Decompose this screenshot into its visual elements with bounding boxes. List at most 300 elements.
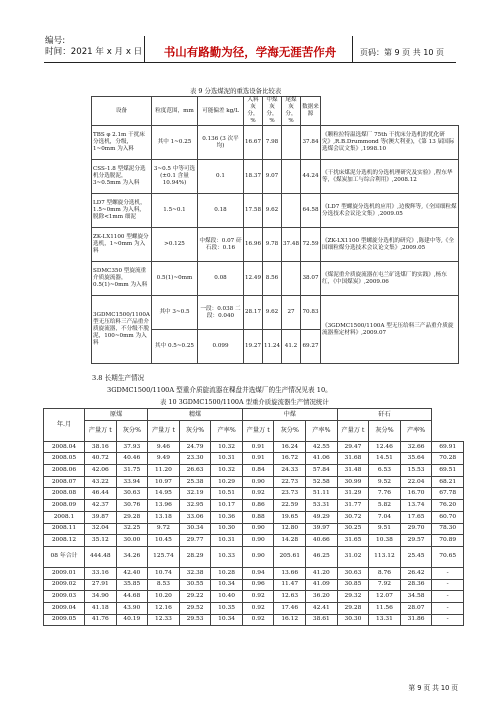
table10-cell: 10.34 bbox=[211, 579, 243, 591]
table10-cell: 22.59 bbox=[274, 500, 306, 512]
table9-cell: 28.17 bbox=[244, 296, 263, 330]
header-motto: 书山有路勤为径，学海无涯苦作舟 bbox=[163, 45, 337, 59]
table10-cell: 0.90 bbox=[242, 535, 274, 547]
table10-cell: 30.76 bbox=[116, 500, 148, 512]
table10-cell: 30.63 bbox=[116, 488, 148, 500]
table10-cell: 41.76 bbox=[85, 614, 117, 626]
table10-cell: 41.18 bbox=[85, 602, 117, 614]
table10-cell: 5.82 bbox=[369, 500, 401, 512]
table10-caption: 表 10 3GDMC1500/1100A 型重介质旋流器生产情况统计 bbox=[160, 398, 329, 406]
table10-cell: 12.33 bbox=[148, 614, 180, 626]
table10-cell: 42.55 bbox=[306, 441, 338, 453]
table10-cell: 10.74 bbox=[148, 567, 180, 579]
table10-subheader-row bbox=[44, 420, 464, 441]
table10-cell: 29.28 bbox=[337, 602, 369, 614]
table10-cell: 8.76 bbox=[369, 567, 401, 579]
table10-cell: 42.40 bbox=[116, 567, 148, 579]
table10-cell: 205.61 bbox=[274, 546, 306, 567]
table9-cell: LD7 型螺旋分选机，1.5~0mm 为入料，脱除<1mm 细泥 bbox=[92, 194, 152, 228]
table10-cell: 33.94 bbox=[116, 476, 148, 488]
table9 bbox=[91, 96, 459, 364]
table9-cell: 11.24 bbox=[263, 330, 282, 364]
table10-cell: - bbox=[432, 579, 464, 591]
table9-cell: 《煤泥重介质旋流器在屯兰矿选煤厂的实践》,杨东红，《中国煤炭》,2009.06 bbox=[321, 262, 459, 296]
table9-cell: 12.49 bbox=[244, 262, 263, 296]
table9-cell: 9.62 bbox=[263, 194, 282, 228]
table10-cell: 26.63 bbox=[179, 465, 211, 477]
table10-row bbox=[44, 453, 464, 465]
table9-header-cell: 设备 bbox=[92, 97, 152, 126]
table10-cell: 32.19 bbox=[179, 488, 211, 500]
table9-cell: 9.62 bbox=[263, 296, 282, 330]
table9-cell: 0.1 bbox=[198, 160, 244, 194]
table10-cell: 30.55 bbox=[179, 579, 211, 591]
table10-cell: 49.29 bbox=[306, 511, 338, 523]
table10-cell: 113.12 bbox=[369, 546, 401, 567]
table10-cell: 24.79 bbox=[179, 441, 211, 453]
table10-cell: 12.07 bbox=[369, 591, 401, 603]
table10-cell: 0.92 bbox=[242, 488, 274, 500]
table9-cell: 27 bbox=[282, 296, 301, 330]
table10-cell: 11.56 bbox=[369, 602, 401, 614]
table10-cell: 10.40 bbox=[211, 591, 243, 603]
table10-cell: 7.92 bbox=[369, 579, 401, 591]
table10-row bbox=[44, 567, 464, 579]
table10-cell: 57.84 bbox=[306, 465, 338, 477]
table10-cell: 12.80 bbox=[274, 523, 306, 535]
table10-cell: 53.31 bbox=[306, 500, 338, 512]
table9-cell: 3GDMC1500/1100A 型无压给料三产品重介质旋流器，不分级不脱泥，100~0mm 为入料 bbox=[92, 296, 152, 364]
table9-cell: 37.84 bbox=[301, 126, 321, 160]
table10-cell: 42.41 bbox=[306, 602, 338, 614]
table10-subheader-cell: 灰分% bbox=[369, 420, 401, 441]
table10-cell: 34.26 bbox=[116, 546, 148, 567]
table10-row bbox=[44, 579, 464, 591]
table10-cell: 39.87 bbox=[85, 511, 117, 523]
table10-cell: 43.90 bbox=[116, 602, 148, 614]
table10-cell: 10.51 bbox=[211, 488, 243, 500]
table9-cell bbox=[282, 160, 301, 194]
table9-cell: 7.98 bbox=[263, 126, 282, 160]
table10-cell: 30.99 bbox=[337, 476, 369, 488]
table10-cell: 13.96 bbox=[148, 500, 180, 512]
table10-cell: 14.51 bbox=[369, 453, 401, 465]
table9-cell: SDMC350 型旋流重介质旋流器，0.5(1)~0mm 为入料 bbox=[92, 262, 152, 296]
table9-cell: 37.48 bbox=[282, 228, 301, 262]
table10-cell: 40.19 bbox=[116, 614, 148, 626]
table9-cell: 70.83 bbox=[301, 296, 321, 330]
table9-cell: 17.58 bbox=[244, 194, 263, 228]
table10-cell: 2008.11 bbox=[44, 523, 85, 535]
number-label: 编号: bbox=[45, 36, 66, 46]
table10-cell: 34.58 bbox=[400, 591, 432, 603]
table10-cell: 2009.03 bbox=[44, 591, 85, 603]
table10-cell: 2008.07 bbox=[44, 476, 85, 488]
table10-subheader-cell: 产量万 t bbox=[85, 420, 117, 441]
table9-cell bbox=[282, 262, 301, 296]
table10-cell: 26.42 bbox=[400, 567, 432, 579]
table9-row bbox=[92, 160, 459, 194]
table10-cell: 28.36 bbox=[400, 579, 432, 591]
table9-cell: 8.56 bbox=[263, 262, 282, 296]
table10-cell: 67.78 bbox=[432, 488, 464, 500]
table10-cell: 29.53 bbox=[179, 614, 211, 626]
table9-header-cell: 粒度范围，mm bbox=[152, 97, 198, 126]
table10-cell: 10.17 bbox=[211, 500, 243, 512]
table10-cell: 16.24 bbox=[274, 441, 306, 453]
table10-group-header: 中煤 bbox=[242, 409, 337, 421]
table10-cell: 35.64 bbox=[400, 453, 432, 465]
table10-cell: 29.77 bbox=[179, 535, 211, 547]
table10-cell: 2009.05 bbox=[44, 614, 85, 626]
table10-cell: 42.06 bbox=[85, 465, 117, 477]
table9-row bbox=[92, 296, 459, 330]
table10-cell: 29.22 bbox=[179, 591, 211, 603]
table10-cell: 23.73 bbox=[274, 488, 306, 500]
table10-cell: 10.97 bbox=[148, 476, 180, 488]
table9-cell: 19.27 bbox=[244, 330, 263, 364]
table10-cell: 0.92 bbox=[242, 602, 274, 614]
table10-cell: 2008.04 bbox=[44, 441, 85, 453]
table9-header-cell: 数据来源 bbox=[301, 97, 321, 126]
table10-cell: 27.91 bbox=[85, 579, 117, 591]
table10-cell: 12.46 bbox=[369, 441, 401, 453]
table10-cell: 2008.05 bbox=[44, 453, 85, 465]
table9-cell: TBS φ 2.1m 干扰床分选机，分级，1~0mm 为入料 bbox=[92, 126, 152, 160]
section-body: 3GDMC1500/1100A 型重介质旋流器在稞盘井选煤厂的生产情况见表 10。 bbox=[107, 386, 332, 394]
table10-cell: 10.33 bbox=[211, 546, 243, 567]
table10-cell: 11.47 bbox=[274, 579, 306, 591]
table10-row bbox=[44, 546, 464, 567]
table10-cell: 29.32 bbox=[337, 591, 369, 603]
table10-cell: 10.29 bbox=[211, 476, 243, 488]
table10-subheader-cell: 产量万 t bbox=[242, 420, 274, 441]
table10-cell: 15.53 bbox=[400, 465, 432, 477]
table10-cell: 10.31 bbox=[211, 453, 243, 465]
table10-cell: 32.66 bbox=[400, 441, 432, 453]
table10-cell: 33.16 bbox=[85, 567, 117, 579]
table10-group-header: 矸石 bbox=[337, 409, 432, 421]
table10-group-header: 精煤 bbox=[148, 409, 243, 421]
table10-cell: 30.25 bbox=[337, 523, 369, 535]
header-page-label: 页码：第 9 页 共 10 页 bbox=[360, 48, 444, 57]
table10-cell: 78.30 bbox=[432, 523, 464, 535]
table10-cell: 29.52 bbox=[179, 602, 211, 614]
table9-cell: 64.58 bbox=[301, 194, 321, 228]
table10-cell: 17.46 bbox=[274, 602, 306, 614]
table9-cell: ZK-LX1100 型螺旋分选机，1~0mm 为入料 bbox=[92, 228, 152, 262]
table10-cell: 52.58 bbox=[306, 476, 338, 488]
table10-group-row bbox=[44, 409, 464, 421]
table10 bbox=[43, 408, 464, 626]
table10-cell: 70.89 bbox=[432, 535, 464, 547]
table9-cell: 《ZK-LX1100 型螺旋分选机的研究》,陈建中等,《全国细粒煤分选技术会议论文集》,2009.05 bbox=[321, 228, 459, 262]
table10-cell: 30.30 bbox=[337, 614, 369, 626]
table9-cell: 0.099 bbox=[198, 330, 244, 364]
table10-cell: 32.04 bbox=[85, 523, 117, 535]
table9-cell: 《3GDMC1500/1100A 型无压给料三产品重介质旋流器鉴定材料》,2009.07 bbox=[321, 296, 459, 364]
table10-cell: 14.95 bbox=[148, 488, 180, 500]
document-header-left bbox=[45, 36, 142, 58]
table10-row bbox=[44, 441, 464, 453]
table9-cell: 一段：0.038 二段：0.040 bbox=[198, 296, 244, 330]
table10-cell: 69.91 bbox=[432, 441, 464, 453]
table10-cell: 24.33 bbox=[274, 465, 306, 477]
table10-cell: 41.20 bbox=[306, 567, 338, 579]
table10-cell: 38.61 bbox=[306, 614, 338, 626]
table10-cell: 35.12 bbox=[85, 535, 117, 547]
table10-row bbox=[44, 614, 464, 626]
table10-row bbox=[44, 602, 464, 614]
table10-row bbox=[44, 476, 464, 488]
table10-cell: 70.28 bbox=[432, 453, 464, 465]
table9-cell: 其中 0.5~0.25 bbox=[152, 330, 198, 364]
table10-cell: 35.85 bbox=[116, 579, 148, 591]
table9-cell: 《LD7 型螺旋分选机的应用》,边俊辉等,《全国细粒煤分选技术会议论文集》,2009.05 bbox=[321, 194, 459, 228]
table10-cell: 32.95 bbox=[179, 500, 211, 512]
table10-row bbox=[44, 488, 464, 500]
table10-cell: 0.84 bbox=[242, 465, 274, 477]
table10-cell: - bbox=[432, 602, 464, 614]
table10-cell: 10.30 bbox=[211, 523, 243, 535]
table10-cell: 9.52 bbox=[369, 476, 401, 488]
table10-cell: 69.51 bbox=[432, 465, 464, 477]
table10-cell: 9.46 bbox=[148, 441, 180, 453]
table10-cell: 444.48 bbox=[85, 546, 117, 567]
table10-cell: 10.31 bbox=[211, 535, 243, 547]
table10-cell: 0.92 bbox=[242, 614, 274, 626]
table9-cell: 44.24 bbox=[301, 160, 321, 194]
table10-cell: 38.16 bbox=[85, 441, 117, 453]
table10-cell: 60.70 bbox=[432, 511, 464, 523]
table10-cell: 13.74 bbox=[400, 500, 432, 512]
table10-cell: 31.29 bbox=[337, 488, 369, 500]
table10-cell: 17.65 bbox=[400, 511, 432, 523]
table10-cell: 36.20 bbox=[306, 591, 338, 603]
table9-cell: 9.78 bbox=[263, 228, 282, 262]
table9-row bbox=[92, 194, 459, 228]
table9-cell: 《颗粒拉特温选煤厂 75th 干扰床分选机的优化研究》,R.B.Drummond 等(澳大利亚)，《第 13 届国际选煤会议文集》,1998.10 bbox=[321, 126, 459, 160]
table9-cell: 0.08 bbox=[198, 262, 244, 296]
table10-cell: 40.72 bbox=[85, 453, 117, 465]
table10-cell: 9.72 bbox=[148, 523, 180, 535]
table10-cell: 30.00 bbox=[116, 535, 148, 547]
table10-cell: 30.34 bbox=[179, 523, 211, 535]
table10-cell: 10.32 bbox=[211, 465, 243, 477]
table10-cell: - bbox=[432, 567, 464, 579]
header-divider bbox=[352, 36, 353, 62]
table9-cell: 其中 1~0.25 bbox=[152, 126, 198, 160]
table10-cell: 41.09 bbox=[306, 579, 338, 591]
table10-cell: 10.32 bbox=[211, 441, 243, 453]
table10-row bbox=[44, 591, 464, 603]
table10-subheader-cell: 产率% bbox=[400, 420, 432, 441]
table10-cell: 0.94 bbox=[242, 567, 274, 579]
table10-cell: 30.85 bbox=[337, 579, 369, 591]
table9-cell: 1.5~0.1 bbox=[152, 194, 198, 228]
table10-row bbox=[44, 535, 464, 547]
table10-cell: 2008.1 bbox=[44, 511, 85, 523]
table10-cell: 0.90 bbox=[242, 523, 274, 535]
table10-cell: 43.22 bbox=[85, 476, 117, 488]
table10-cell: 2008.12 bbox=[44, 535, 85, 547]
table10-cell: 40.46 bbox=[116, 453, 148, 465]
table10-cell: 32.25 bbox=[116, 523, 148, 535]
table9-cell bbox=[282, 126, 301, 160]
table9-cell: 72.59 bbox=[301, 228, 321, 262]
table10-row bbox=[44, 500, 464, 512]
table10-cell: 10.35 bbox=[211, 602, 243, 614]
table10-cell: 13.31 bbox=[369, 614, 401, 626]
table9-cell: >0.125 bbox=[152, 228, 198, 262]
table10-cell: 7.76 bbox=[369, 488, 401, 500]
table10-cell: - bbox=[432, 614, 464, 626]
table10-cell: 10.28 bbox=[211, 567, 243, 579]
table10-cell: 9.51 bbox=[369, 523, 401, 535]
table10-cell: 40.66 bbox=[306, 535, 338, 547]
table9-cell bbox=[282, 194, 301, 228]
table9-cell: 16.96 bbox=[244, 228, 263, 262]
table10-cell: 11.20 bbox=[148, 465, 180, 477]
table10-cell: 51.11 bbox=[306, 488, 338, 500]
table10-row bbox=[44, 465, 464, 477]
table10-cell: 10.45 bbox=[148, 535, 180, 547]
table10-cell: 39.97 bbox=[306, 523, 338, 535]
table10-cell: 0.96 bbox=[242, 579, 274, 591]
table10-cell: 32.38 bbox=[179, 567, 211, 579]
table10-row bbox=[44, 523, 464, 535]
table10-cell: 70.65 bbox=[432, 546, 464, 567]
table10-cell: 29.70 bbox=[400, 523, 432, 535]
table10-cell: 0.91 bbox=[242, 441, 274, 453]
table10-cell: 29.57 bbox=[400, 535, 432, 547]
table10-cell: 12.63 bbox=[274, 591, 306, 603]
table10-cell: 0.88 bbox=[242, 511, 274, 523]
table10-cell: 42.37 bbox=[85, 500, 117, 512]
table10-group-header: 原煤 bbox=[85, 409, 148, 421]
table10-cell: - bbox=[432, 591, 464, 603]
table10-cell: 2008.08 bbox=[44, 488, 85, 500]
table10-cell: 9.49 bbox=[148, 453, 180, 465]
table10-cell: 30.63 bbox=[337, 567, 369, 579]
table9-cell: 69.27 bbox=[301, 330, 321, 364]
table10-cell: 13.66 bbox=[274, 567, 306, 579]
table9-cell: 0.18 bbox=[198, 194, 244, 228]
table9-cell: 中煤段：0.07 矸石段：0.16 bbox=[198, 228, 244, 262]
table9-row bbox=[92, 126, 459, 160]
table9-cell: 9.07 bbox=[263, 160, 282, 194]
header-divider bbox=[144, 36, 145, 62]
table10-cell: 12.16 bbox=[148, 602, 180, 614]
table10-cell: 44.68 bbox=[116, 591, 148, 603]
table9-header-row bbox=[92, 97, 459, 126]
time-label: 时间：2021 年 x 月 x 日 bbox=[45, 47, 143, 57]
table10-cell: 16.70 bbox=[400, 488, 432, 500]
table10-cell: 14.28 bbox=[274, 535, 306, 547]
table9-cell: CSS-1.8 型煤泥分选机分选脱泥，3~0.5mm 为入料 bbox=[92, 160, 152, 194]
table10-cell: 10.36 bbox=[211, 511, 243, 523]
table9-cell: 38.07 bbox=[301, 262, 321, 296]
table10-subheader-cell: 产量万 t bbox=[337, 420, 369, 441]
table10-cell: 25.45 bbox=[400, 546, 432, 567]
table10-cell: 31.02 bbox=[337, 546, 369, 567]
table9-cell: 3~0.5 中等可选 (±0.1 含量 10.94%) bbox=[152, 160, 198, 194]
table9-cell: 0.136 (3 次平均) bbox=[198, 126, 244, 160]
table9-cell: 41.2 bbox=[282, 330, 301, 364]
table10-cell: 30.72 bbox=[337, 511, 369, 523]
table10-cell: 6.53 bbox=[369, 465, 401, 477]
table10-cell: 125.74 bbox=[148, 546, 180, 567]
table10-cell: 2008.09 bbox=[44, 500, 85, 512]
table10-cell: 23.30 bbox=[179, 453, 211, 465]
table9-caption: 表 9 分选煤泥的重选设备比较表 bbox=[190, 87, 282, 95]
table9-row bbox=[92, 228, 459, 262]
table10-cell: 76.20 bbox=[432, 500, 464, 512]
table10-subheader-cell: 灰分% bbox=[274, 420, 306, 441]
table10-cell: 10.34 bbox=[211, 614, 243, 626]
table10-cell: 46.44 bbox=[85, 488, 117, 500]
table10-cell: 19.65 bbox=[274, 511, 306, 523]
table9-header-cell: 入料灰分，% bbox=[244, 97, 263, 126]
table10-cell: 16.12 bbox=[274, 614, 306, 626]
table10-cell: 46.25 bbox=[306, 546, 338, 567]
table10-cell: 28.07 bbox=[400, 602, 432, 614]
table9-cell: 18.37 bbox=[244, 160, 263, 194]
table10-cell: 10.20 bbox=[148, 591, 180, 603]
table9-header-cell: 可能偏差 kg/L bbox=[198, 97, 244, 126]
table10-cell: 41.06 bbox=[306, 453, 338, 465]
table9-cell: 其中 3~0.5 bbox=[152, 296, 198, 330]
table9-cell: 《干扰床煤泥分选机的分选机理研究及实验》,程东华等，《煤炭加工与综合利用》,2008.12 bbox=[321, 160, 459, 194]
table9-cell: 16.67 bbox=[244, 126, 263, 160]
table10-subheader-cell: 产量万 t bbox=[148, 420, 180, 441]
table10-subheader-cell: 灰分% bbox=[116, 420, 148, 441]
table10-cell: 0.92 bbox=[242, 591, 274, 603]
table10-cell: 29.28 bbox=[116, 511, 148, 523]
header-rule bbox=[44, 62, 456, 63]
table10-subheader-cell: 产率% bbox=[211, 420, 243, 441]
table9-header-cell: 尾煤灰分，% bbox=[282, 97, 301, 126]
table10-cell: 31.75 bbox=[116, 465, 148, 477]
table10-cell: 68.21 bbox=[432, 476, 464, 488]
table10-subheader-cell: 灰分% bbox=[179, 420, 211, 441]
table10-cell: 8.53 bbox=[148, 579, 180, 591]
table10-cell: 31.65 bbox=[337, 535, 369, 547]
table10-cell: 2009.02 bbox=[44, 579, 85, 591]
table10-cell: 33.06 bbox=[179, 511, 211, 523]
table10-cell: 16.72 bbox=[274, 453, 306, 465]
table10-cell: 0.90 bbox=[242, 546, 274, 567]
table10-cell: 0.86 bbox=[242, 500, 274, 512]
table10-cell: 0.90 bbox=[242, 476, 274, 488]
table10-cell: 0.91 bbox=[242, 453, 274, 465]
table10-cell: 13.18 bbox=[148, 511, 180, 523]
table10-row bbox=[44, 511, 464, 523]
section-heading: 3.8 长期生产情况 bbox=[92, 374, 145, 382]
table10-cell: 34.90 bbox=[85, 591, 117, 603]
table10-cell: 25.38 bbox=[179, 476, 211, 488]
table10-cell: 29.47 bbox=[337, 441, 369, 453]
table10-cell: 22.73 bbox=[274, 476, 306, 488]
table9-cell: 0.5(1)~0mm bbox=[152, 262, 198, 296]
table10-cell: 22.04 bbox=[400, 476, 432, 488]
table10-cell: 37.93 bbox=[116, 441, 148, 453]
table10-cell: 10.38 bbox=[369, 535, 401, 547]
table10-cell: 2009.01 bbox=[44, 567, 85, 579]
table10-cell: 08 年合计 bbox=[44, 546, 85, 567]
table10-subheader-cell: 产率% bbox=[306, 420, 338, 441]
table10-cell: 31.68 bbox=[337, 453, 369, 465]
